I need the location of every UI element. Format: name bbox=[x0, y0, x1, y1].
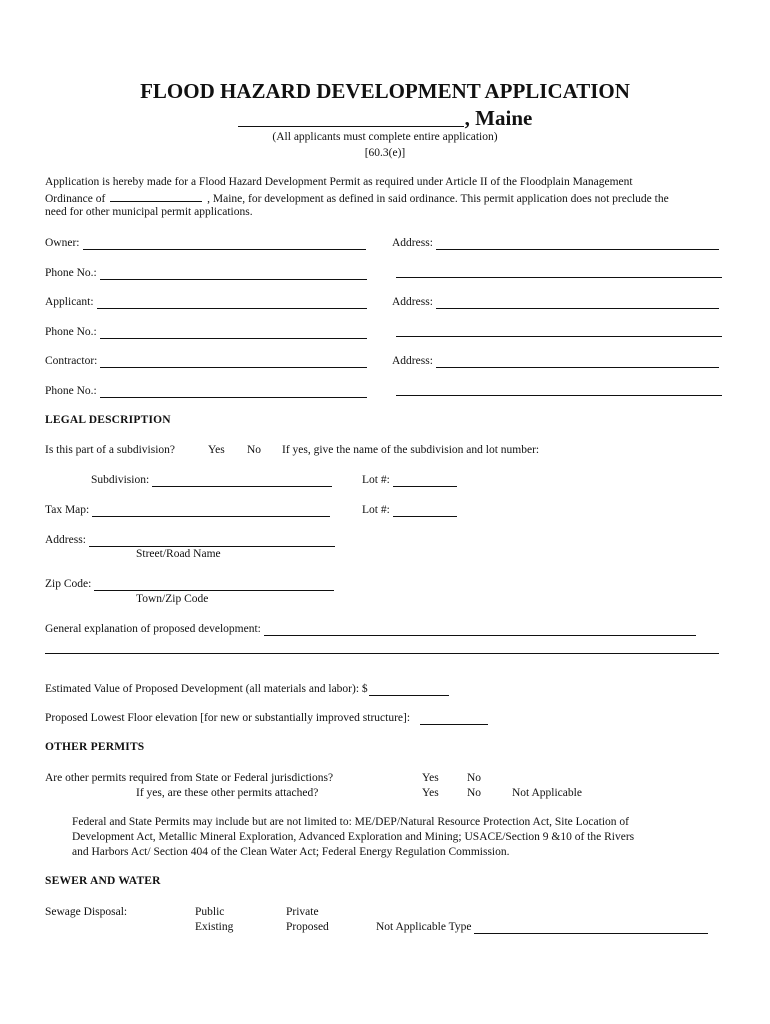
applicant-phone-field bbox=[45, 325, 367, 339]
subdivision-label: Subdivision: bbox=[91, 474, 150, 486]
sewage-proposed-option[interactable]: Proposed bbox=[286, 921, 329, 933]
zip-code-label: Zip Code: bbox=[45, 578, 92, 590]
contractor-label: Contractor: bbox=[45, 355, 98, 367]
applicant-input[interactable] bbox=[97, 297, 367, 309]
subdivision-field bbox=[91, 473, 332, 487]
other-permits-heading: OTHER PERMITS bbox=[45, 741, 145, 753]
subdivision-yes-option[interactable]: Yes bbox=[208, 444, 225, 456]
applicant-address-label: Address: bbox=[392, 296, 433, 308]
permits-note-line-3: and Harbors Act/ Section 404 of the Clean Water Act; Federal Energy Regulation Commission. bbox=[72, 846, 510, 858]
applicant-phone-input[interactable] bbox=[100, 327, 367, 339]
sewer-water-heading: SEWER AND WATER bbox=[45, 875, 161, 887]
street-caption: Street/Road Name bbox=[136, 548, 221, 560]
owner-input[interactable] bbox=[83, 238, 366, 250]
subdivision-question: Is this part of a subdivision? bbox=[45, 444, 175, 456]
town-name-line bbox=[0, 106, 770, 131]
zip-code-input[interactable] bbox=[94, 579, 334, 591]
contractor-address-input[interactable] bbox=[436, 356, 719, 368]
contractor-input[interactable] bbox=[100, 356, 367, 368]
owner-address-input[interactable] bbox=[436, 238, 719, 250]
estimated-value-label: Estimated Value of Proposed Development (all materials and labor): $ bbox=[45, 683, 368, 695]
lowest-floor-field bbox=[45, 711, 488, 725]
estimated-value-field bbox=[45, 682, 449, 696]
permits-required-yes[interactable]: Yes bbox=[422, 772, 439, 784]
permits-attached-no[interactable]: No bbox=[467, 787, 482, 799]
state-suffix: , Maine bbox=[464, 106, 533, 130]
sewage-existing-option[interactable]: Existing bbox=[195, 921, 234, 933]
applicant-phone-label: Phone No.: bbox=[45, 326, 97, 338]
tax-map-label: Tax Map: bbox=[45, 504, 90, 516]
intro-line-1: Application is hereby made for a Flood Hazard Development Permit as required under Article II of the Floodplain Management bbox=[45, 176, 633, 188]
explanation-input[interactable] bbox=[264, 624, 696, 636]
subdivision-lot-field bbox=[362, 473, 457, 487]
ordinance-town-blank[interactable] bbox=[110, 190, 202, 202]
lowest-floor-input[interactable] bbox=[420, 713, 488, 725]
contractor-phone-input[interactable] bbox=[100, 386, 367, 398]
property-address-input[interactable] bbox=[89, 535, 335, 547]
applicant-address-line-2 bbox=[396, 325, 722, 337]
tax-map-lot-input[interactable] bbox=[393, 505, 457, 517]
tax-map-field bbox=[45, 503, 330, 517]
contractor-address-line-2 bbox=[396, 384, 722, 396]
explanation-label: General explanation of proposed development: bbox=[45, 623, 261, 635]
estimated-value-input[interactable] bbox=[369, 684, 449, 696]
contractor-phone-label: Phone No.: bbox=[45, 385, 97, 397]
intro-ordinance-label: Ordinance of bbox=[45, 193, 106, 205]
permits-required-no[interactable]: No bbox=[467, 772, 482, 784]
owner-label: Owner: bbox=[45, 237, 80, 249]
owner-address-field bbox=[392, 236, 719, 250]
contractor-phone-field bbox=[45, 384, 367, 398]
owner-field bbox=[45, 236, 366, 250]
sewage-public-option[interactable]: Public bbox=[195, 906, 225, 918]
applicant-address-input-2[interactable] bbox=[396, 325, 722, 337]
owner-phone-field bbox=[45, 266, 367, 280]
lowest-floor-label: Proposed Lowest Floor elevation [for new or substantially improved structure]: bbox=[45, 712, 411, 724]
explanation-input-line-2[interactable] bbox=[45, 653, 719, 654]
contractor-field bbox=[45, 354, 367, 368]
permits-note-line-1: Federal and State Permits may include but are not limited to: ME/DEP/Natural Resource Protection Act, Site Location of bbox=[72, 816, 629, 828]
subdivision-lot-label: Lot #: bbox=[362, 474, 390, 486]
owner-address-label: Address: bbox=[392, 237, 433, 249]
intro-line-2 bbox=[45, 190, 669, 206]
explanation-field bbox=[45, 622, 696, 636]
zip-caption: Town/Zip Code bbox=[136, 593, 209, 605]
property-address-field bbox=[45, 533, 335, 547]
owner-phone-input[interactable] bbox=[100, 268, 367, 280]
sewage-type-input[interactable] bbox=[474, 922, 708, 934]
subdivision-no-option[interactable]: No bbox=[247, 444, 262, 456]
intro-line-3: need for other municipal permit applications. bbox=[45, 206, 253, 218]
sewage-not-applicable-type-label: Not Applicable Type bbox=[376, 921, 472, 933]
permits-attached-not-applicable[interactable]: Not Applicable bbox=[512, 787, 582, 799]
contractor-address-input-2[interactable] bbox=[396, 384, 722, 396]
tax-map-lot-field bbox=[362, 503, 457, 517]
permits-note-line-2: Development Act, Metallic Mineral Exploration, Advanced Exploration and Mining; USACE/Section 9 &10 of the Rivers bbox=[72, 831, 635, 843]
permits-required-question: Are other permits required from State or Federal jurisdictions? bbox=[45, 772, 334, 784]
town-name-blank[interactable] bbox=[238, 108, 464, 127]
subdivision-input[interactable] bbox=[152, 475, 332, 487]
contractor-address-field bbox=[392, 354, 719, 368]
sewage-private-option[interactable]: Private bbox=[286, 906, 319, 918]
form-title: FLOOD HAZARD DEVELOPMENT APPLICATION bbox=[140, 79, 630, 103]
property-address-label: Address: bbox=[45, 534, 86, 546]
tax-map-input[interactable] bbox=[92, 505, 330, 517]
applicant-address-field bbox=[392, 295, 719, 309]
intro-line-2-rest: , Maine, for development as defined in said ordinance. This permit application does not preclude the bbox=[207, 193, 669, 205]
zip-code-field bbox=[45, 577, 334, 591]
legal-description-heading: LEGAL DESCRIPTION bbox=[45, 414, 171, 426]
subdivision-if-yes: If yes, give the name of the subdivision and lot number: bbox=[282, 444, 540, 456]
contractor-address-label: Address: bbox=[392, 355, 433, 367]
applicant-address-input[interactable] bbox=[436, 297, 719, 309]
tax-map-lot-label: Lot #: bbox=[362, 504, 390, 516]
permits-attached-question: If yes, are these other permits attached? bbox=[136, 787, 319, 799]
citation: [60.3(e)] bbox=[364, 147, 406, 159]
owner-phone-label: Phone No.: bbox=[45, 267, 97, 279]
subdivision-lot-input[interactable] bbox=[393, 475, 457, 487]
applicant-note: (All applicants must complete entire application) bbox=[272, 131, 498, 143]
owner-address-line-2 bbox=[396, 266, 722, 278]
permits-attached-yes[interactable]: Yes bbox=[422, 787, 439, 799]
applicant-label: Applicant: bbox=[45, 296, 94, 308]
owner-address-input-2[interactable] bbox=[396, 266, 722, 278]
applicant-field bbox=[45, 295, 367, 309]
sewage-disposal-label: Sewage Disposal: bbox=[45, 906, 128, 918]
sewage-type-field bbox=[376, 920, 708, 934]
